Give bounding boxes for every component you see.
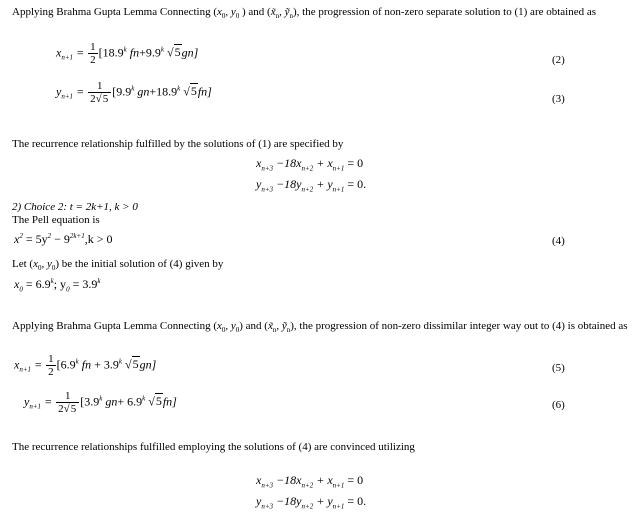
recurrence-2-intro: The recurrence relationships fulfilled employing the solutions of (4) are convinced utilizing [12, 441, 415, 453]
equation-5: $x_{n+1}$ = $\frac{1}{2}$ [6.9$^k$ fn + $3.9^k$ √5gn] [14, 353, 157, 378]
initial-solution-intro: Let ($x_0$, $y_0$) be the initial solution of (4) given by [12, 258, 224, 273]
recurrence-2-line-1: $x_{n+3} -18x_{n+2} + x_{n+1} = 0$ [256, 473, 364, 490]
paragraph-intro-2: Applying Brahma Gupta Lemma Connecting ($x_0$, $y_0$) and ($x̃_n$, $ỹ_n$), the progression of non-zero dissimilar integer way out to (4) is obtained as [12, 320, 628, 335]
equation-6: $y_{n+1}$ = $\frac{1}{2√5}$ [3.9$^k$ $gn+ 6.9^k$ √5fn] [24, 390, 177, 415]
recurrence-2-line-2: $y_{n+3} -18y_{n+2} + y_{n+1} = 0$. [256, 494, 367, 511]
recurrence-1-line-1: $x_{n+3} -18x_{n+2} + x_{n+1} = 0$ [256, 156, 364, 173]
recurrence-1-intro: The recurrence relationship fulfilled by the solutions of (1) are specified by [12, 138, 344, 150]
equation-4-number: (4) [552, 235, 565, 247]
pell-intro: The Pell equation is [12, 214, 100, 226]
equation-6-number: (6) [552, 399, 565, 411]
equation-3: $y_{n+1}$ = $\frac{1}{2√5}$ [9.9$^k$ $gn+18.9^k$ √5fn] [56, 80, 212, 105]
choice-2-heading: 2) Choice 2: t = 2k+1, k > 0 [12, 201, 138, 213]
equation-2-number: (2) [552, 54, 565, 66]
equation-5-number: (5) [552, 362, 565, 374]
paragraph-intro-1: Applying Brahma Gupta Lemma Connecting ($x_0$, $y_0$ ) and ($x̃_n$, $ỹ_n$), the progression of non-zero separate solution to (1) are obtained as [12, 6, 597, 21]
pell-equation: $x^2 = 5y^2 - 9^{2k+1},k > 0$ [14, 232, 113, 246]
initial-solution: $x_0 = 6.9^k$; $y_0 = 3.9^k$ [14, 277, 101, 294]
equation-2: $x_{n+1}$ = $\frac{1}{2}$ [18.9$^k$ $fn+9.9^k$ √5gn] [56, 41, 199, 66]
equation-3-number: (3) [552, 93, 565, 105]
recurrence-1-line-2: $y_{n+3} -18y_{n+2} + y_{n+1} = 0$. [256, 177, 367, 194]
